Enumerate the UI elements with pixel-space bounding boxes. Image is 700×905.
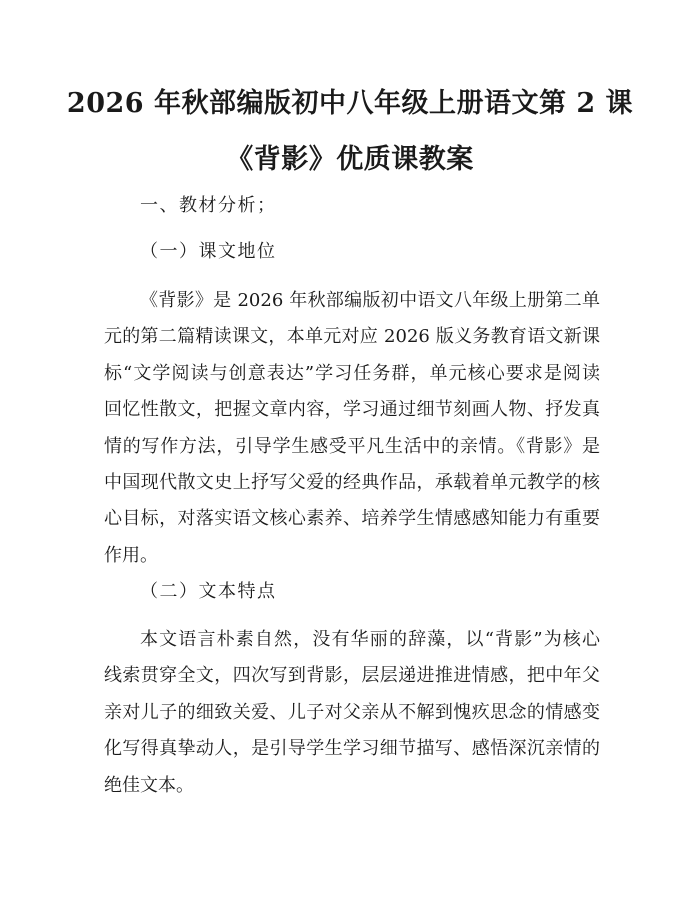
paragraph-line: 本文语言朴素自然，没有华丽的辞藻，以“背影”为核心	[140, 629, 600, 650]
paragraph-line: 回忆性散文，把握文章内容，学习通过细节刻画人物、抒发真	[104, 399, 600, 421]
paragraph-text-features	[104, 622, 600, 804]
paragraph-line: 作用。	[104, 544, 158, 566]
subsection-heading-text-position: （一）课文地位	[140, 241, 277, 262]
section-heading-teaching-material-analysis: 一、教材分析；	[140, 195, 277, 216]
paragraph-line: 情的写作方法，引导学生感受平凡生活中的亲情。《背影》是	[104, 435, 600, 457]
paragraph-line: 线索贯穿全文，四次写到背影，层层递进推进情感，把中年父	[104, 665, 600, 687]
paragraph-line: 标“文学阅读与创意表达”学习任务群，单元核心要求是阅读	[104, 362, 600, 384]
subsection-heading-text-features: （二）文本特点	[140, 581, 277, 602]
document-title-line-1: 2026 年秋部编版初中八年级上册语文第 2 课	[66, 88, 634, 119]
paragraph-line: 亲对儿子的细致关爱、儿子对父亲从不解到愧疚思念的情感变	[104, 701, 600, 723]
paragraph-line: 心目标，对落实语文核心素养、培养学生情感感知能力有重要	[104, 508, 600, 530]
paragraph-line: 绝佳文本。	[104, 774, 194, 796]
paragraph-line: 《背影》是 2026 年秋部编版初中语文八年级上册第二单	[140, 290, 600, 311]
document-title-line-2: 《背影》优质课教案	[226, 144, 474, 175]
paragraph-line: 元的第二篇精读课文，本单元对应 2026 版义务教育语文新课	[104, 326, 600, 348]
paragraph-line: 中国现代散文史上抒写父爱的经典作品，承载着单元教学的核	[104, 471, 600, 493]
paragraph-line: 化写得真挚动人，是引导学生学习细节描写、感悟深沉亲情的	[104, 738, 600, 760]
paragraph-text-position	[104, 283, 600, 574]
